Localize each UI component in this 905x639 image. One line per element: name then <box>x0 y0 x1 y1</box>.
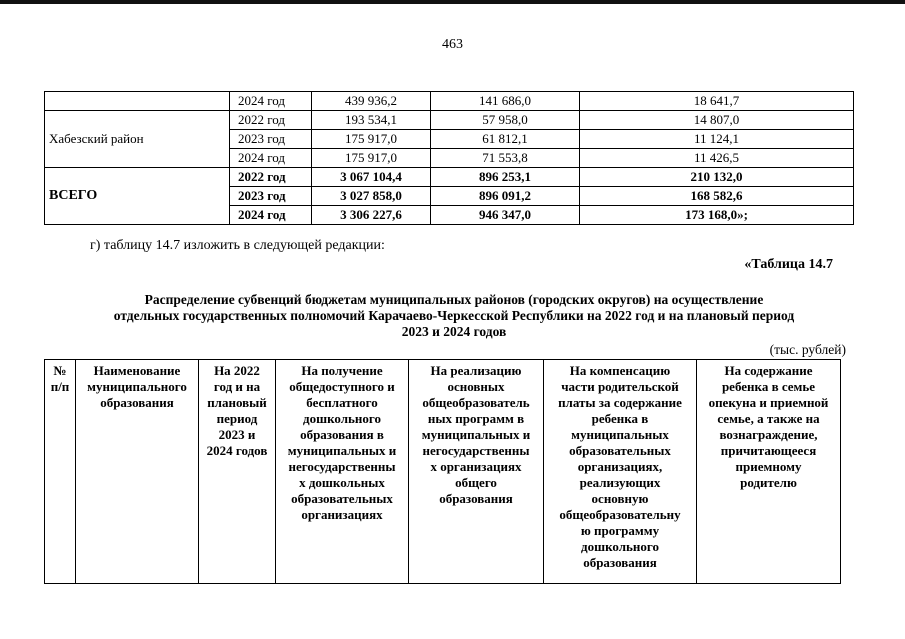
header-line: организациях <box>301 507 383 522</box>
value-cell: 896 091,2 <box>431 187 580 206</box>
header-total-period <box>199 360 276 584</box>
value-cell: 175 917,0 <box>312 130 431 149</box>
header-line: х организациях <box>430 459 522 474</box>
subvention-table-continuation <box>44 91 854 225</box>
table-row <box>45 111 854 130</box>
header-preschool-education <box>276 360 409 584</box>
table-row <box>45 92 854 111</box>
header-line: год и на <box>213 379 261 394</box>
header-line: п/п <box>50 379 70 394</box>
header-line: ребенка в <box>591 411 649 426</box>
value-cell: 11 426,5 <box>580 149 854 168</box>
subvention-table-header <box>44 359 841 584</box>
value-cell: 168 582,6 <box>580 187 854 206</box>
value-cell: 18 641,7 <box>580 92 854 111</box>
value-cell: 896 253,1 <box>431 168 580 187</box>
header-line: Наименование <box>93 363 181 378</box>
header-line: семье, а также на <box>717 411 820 426</box>
year-cell: 2023 год <box>230 130 312 149</box>
header-line: родителю <box>740 475 797 490</box>
header-line: На 2022 <box>214 363 260 378</box>
header-line: муниципальных и <box>421 427 531 442</box>
header-line: приемному <box>735 459 802 474</box>
units-note: (тыс. рублей) <box>769 342 846 357</box>
header-line: ных программ в <box>427 411 525 426</box>
value-cell: 946 347,0 <box>431 206 580 225</box>
value-cell: 11 124,1 <box>580 130 854 149</box>
header-municipality <box>76 360 199 584</box>
header-line: На реализацию <box>430 363 522 378</box>
table-title-line: 2023 и 2024 годов <box>401 324 507 339</box>
header-line: общеобразовательну <box>559 507 681 522</box>
header-line: образовательных <box>291 491 393 506</box>
header-line: дошкольного <box>303 411 381 426</box>
header-line: период <box>216 411 258 426</box>
municipality-cell: Хабезский район <box>45 111 230 168</box>
header-line: ю программу <box>580 523 660 538</box>
year-cell: 2022 год <box>230 168 312 187</box>
header-parental-fee-compensation <box>544 360 697 584</box>
value-cell: 141 686,0 <box>431 92 580 111</box>
header-line: На получение <box>301 363 383 378</box>
year-cell: 2023 год <box>230 187 312 206</box>
header-line: 2023 и <box>218 427 256 442</box>
header-line: организациях, <box>577 459 663 474</box>
header-line: На содержание <box>724 363 813 378</box>
value-cell: 71 553,8 <box>431 149 580 168</box>
total-label-cell: ВСЕГО <box>45 168 230 225</box>
table-title-line: отдельных государственных полномочий Карачаево-Черкесской Республики на 2022 год и на плановый период <box>113 308 795 323</box>
header-line: образования <box>100 395 174 410</box>
value-cell: 439 936,2 <box>312 92 431 111</box>
header-general-education <box>409 360 544 584</box>
header-line: причитающееся <box>720 443 817 458</box>
municipality-cell <box>45 92 230 111</box>
page-number: 463 <box>442 37 463 52</box>
year-cell: 2024 год <box>230 92 312 111</box>
table-reference: «Таблица 14.7 <box>744 257 833 272</box>
header-line: общего <box>455 475 497 490</box>
header-line: опекуна и приемной <box>708 395 829 410</box>
header-line: образовательных <box>569 443 671 458</box>
value-cell: 57 958,0 <box>431 111 580 130</box>
top-border-line <box>0 0 905 4</box>
value-cell: 210 132,0 <box>580 168 854 187</box>
table-title-line: Распределение субвенций бюджетам муниципальных районов (городских округов) на осуществление <box>144 292 764 307</box>
header-line: ребенка в семье <box>721 379 816 394</box>
value-cell: 14 807,0 <box>580 111 854 130</box>
header-row <box>45 360 841 584</box>
header-line: общеобразователь <box>422 395 530 410</box>
value-cell: 193 534,1 <box>312 111 431 130</box>
header-foster-care <box>697 360 841 584</box>
header-line: вознаграждение, <box>719 427 818 442</box>
header-line: негосударственны <box>422 443 530 458</box>
header-line: № <box>53 363 67 378</box>
header-line: платы за содержание <box>558 395 682 410</box>
header-line: На компенсацию <box>569 363 671 378</box>
year-cell: 2022 год <box>230 111 312 130</box>
header-line: бесплатного <box>306 395 378 410</box>
header-line: негосударственны <box>288 459 396 474</box>
value-cell: 3 067 104,4 <box>312 168 431 187</box>
amendment-instruction: г) таблицу 14.7 изложить в следующей редакции: <box>90 238 385 253</box>
value-cell: 175 917,0 <box>312 149 431 168</box>
header-line: основную <box>591 491 649 506</box>
header-line: муниципального <box>87 379 187 394</box>
total-row <box>45 168 854 187</box>
header-line: общедоступного и <box>289 379 395 394</box>
header-line: дошкольного <box>581 539 659 554</box>
header-line: 2024 годов <box>206 443 268 458</box>
header-line: образования <box>439 491 513 506</box>
value-cell: 3 027 858,0 <box>312 187 431 206</box>
value-cell: 173 168,0»; <box>580 206 854 225</box>
header-line: плановый <box>207 395 267 410</box>
header-line: образования в <box>300 427 384 442</box>
year-cell: 2024 год <box>230 149 312 168</box>
header-line: муниципальных и <box>287 443 397 458</box>
header-line: образования <box>583 555 657 570</box>
header-line: части родительской <box>561 379 679 394</box>
header-line: х дошкольных <box>299 475 385 490</box>
value-cell: 61 812,1 <box>431 130 580 149</box>
year-cell: 2024 год <box>230 206 312 225</box>
value-cell: 3 306 227,6 <box>312 206 431 225</box>
header-line: основных <box>447 379 505 394</box>
header-number <box>45 360 76 584</box>
header-line: муниципальных <box>571 427 669 442</box>
header-line: реализующих <box>579 475 661 490</box>
